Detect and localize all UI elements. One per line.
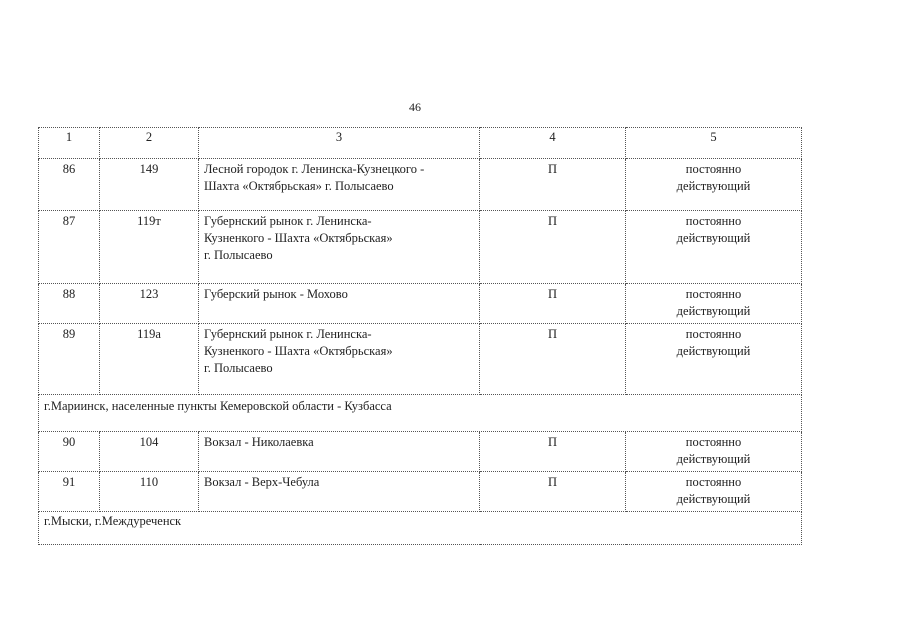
route-name-line: Губернский рынок г. Ленинска-	[204, 214, 372, 228]
route-type: П	[480, 284, 626, 324]
status-line: действующий	[676, 452, 751, 466]
route-name	[199, 284, 480, 324]
header-cell: 5	[626, 128, 802, 159]
route-type: П	[480, 159, 626, 211]
table-row	[39, 472, 802, 512]
route-name	[199, 159, 480, 211]
route-name-line: Губерский рынок - Мохово	[204, 287, 348, 301]
route-name-line: Вокзал - Николаевка	[204, 435, 314, 449]
route-name	[199, 211, 480, 284]
route-type: П	[480, 432, 626, 472]
route-name-line: Вокзал - Верх-Чебула	[204, 475, 320, 489]
status-line: постоянно	[685, 327, 742, 341]
route-status	[626, 324, 802, 395]
route-number: 119а	[100, 324, 199, 395]
route-number: 104	[100, 432, 199, 472]
route-name	[199, 432, 480, 472]
table-row	[39, 159, 802, 211]
header-cell: 4	[480, 128, 626, 159]
section-title: г.Мыски, г.Междуреченск	[39, 512, 802, 545]
route-name-line: Шахта «Октябрьская» г. Полысаево	[204, 179, 394, 193]
route-type: П	[480, 324, 626, 395]
status-line: действующий	[676, 304, 751, 318]
table-row	[39, 432, 802, 472]
status-line: действующий	[676, 179, 751, 193]
row-number: 90	[39, 432, 100, 472]
status-line: постоянно	[685, 475, 742, 489]
section-title: г.Мариинск, населенные пункты Кемеровской области - Кузбасса	[39, 395, 802, 432]
table-row	[39, 211, 802, 284]
route-name	[199, 324, 480, 395]
table-header-row	[39, 128, 802, 159]
route-name-line: Кузненкого - Шахта «Октябрьская»	[204, 344, 393, 358]
status-line: действующий	[676, 492, 751, 506]
route-status	[626, 211, 802, 284]
route-number: 119т	[100, 211, 199, 284]
header-cell: 2	[100, 128, 199, 159]
route-number: 123	[100, 284, 199, 324]
page-number: 46	[409, 100, 421, 114]
route-name-line: Губернский рынок г. Ленинска-	[204, 327, 372, 341]
row-number: 88	[39, 284, 100, 324]
row-number: 87	[39, 211, 100, 284]
route-status	[626, 159, 802, 211]
row-number: 86	[39, 159, 100, 211]
status-line: постоянно	[685, 162, 742, 176]
route-type: П	[480, 472, 626, 512]
row-number: 91	[39, 472, 100, 512]
header-cell: 1	[39, 128, 100, 159]
row-number: 89	[39, 324, 100, 395]
status-line: действующий	[676, 344, 751, 358]
route-name-line: Кузненкого - Шахта «Октябрьская»	[204, 231, 393, 245]
route-name-line: Лесной городок г. Ленинска-Кузнецкого -	[204, 162, 425, 176]
section-row	[39, 512, 802, 545]
status-line: постоянно	[685, 214, 742, 228]
route-name-line: г. Полысаево	[204, 248, 273, 262]
route-status	[626, 472, 802, 512]
route-status	[626, 284, 802, 324]
route-number: 149	[100, 159, 199, 211]
section-row	[39, 395, 802, 432]
table-row	[39, 284, 802, 324]
route-number: 110	[100, 472, 199, 512]
status-line: постоянно	[685, 435, 742, 449]
route-name-line: г. Полысаево	[204, 361, 273, 375]
table-row	[39, 324, 802, 395]
status-line: действующий	[676, 231, 751, 245]
route-status	[626, 432, 802, 472]
header-cell: 3	[199, 128, 480, 159]
route-type: П	[480, 211, 626, 284]
routes-table	[38, 127, 802, 545]
status-line: постоянно	[685, 287, 742, 301]
route-name	[199, 472, 480, 512]
